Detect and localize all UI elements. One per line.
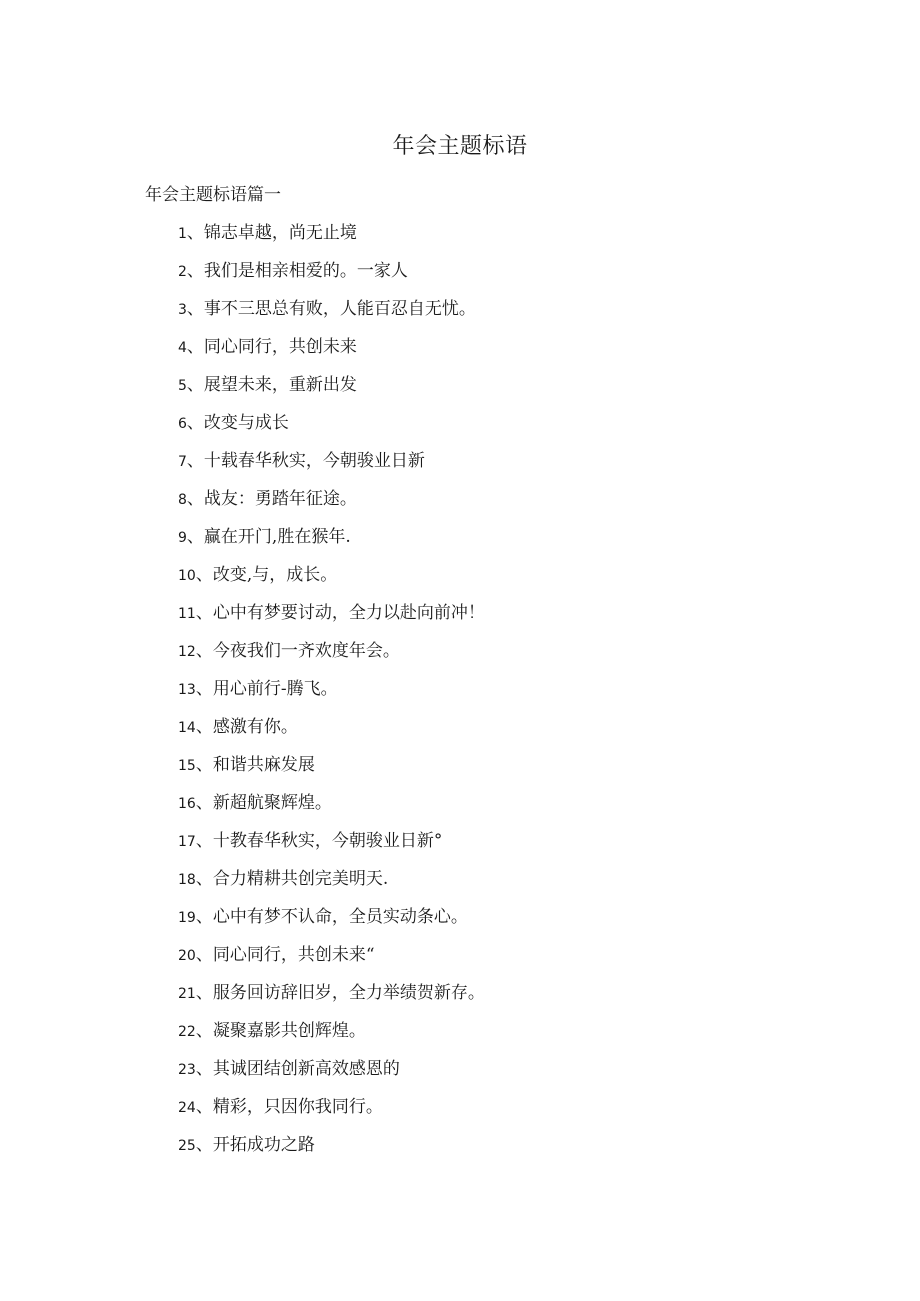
slogan-number: 19 (178, 910, 196, 926)
slogan-number: 4 (178, 340, 187, 356)
slogan-text: 、同心同行，共创未来 (186, 337, 357, 357)
slogan-item (178, 600, 485, 638)
slogan-number: 13 (178, 682, 196, 698)
slogan-item (178, 866, 485, 904)
slogan-item (178, 524, 485, 562)
slogan-number: 24 (178, 1100, 196, 1116)
slogan-number: 14 (178, 720, 196, 736)
section-heading: 年会主题标语篇一 (145, 185, 281, 205)
slogan-number: 25 (178, 1138, 196, 1154)
slogan-item (178, 1056, 485, 1094)
slogan-number: 16 (178, 796, 196, 812)
slogan-text: 、战友：勇踏年征途。 (186, 489, 357, 509)
slogan-item (178, 1018, 485, 1056)
slogan-text: 、新超航聚辉煌。 (195, 793, 332, 813)
slogan-text: 、改变,与，成长。 (195, 565, 338, 585)
slogan-text: 、赢在开门,胜在猴年. (186, 527, 351, 547)
slogan-text: 、其诚团结创新高效感恩的 (195, 1059, 400, 1079)
slogan-number: 18 (178, 872, 196, 888)
slogan-item (178, 942, 485, 980)
slogan-text: 、和谐共麻发展 (195, 755, 315, 775)
slogan-item (178, 372, 485, 410)
slogan-number: 2 (178, 264, 187, 280)
slogan-item (178, 258, 485, 296)
slogan-text: 、凝聚嘉影共创辉煌。 (195, 1021, 366, 1041)
slogan-item (178, 1094, 485, 1132)
slogan-item (178, 980, 485, 1018)
slogan-item (178, 904, 485, 942)
slogan-number: 21 (178, 986, 196, 1002)
slogan-number: 22 (178, 1024, 196, 1040)
slogan-number: 23 (178, 1062, 196, 1078)
slogan-text: 、用心前行-腾飞。 (195, 679, 338, 699)
slogan-text: 、精彩，只因你我同行。 (195, 1097, 383, 1117)
document-title: 年会主题标语 (392, 134, 528, 159)
slogan-number: 5 (178, 378, 187, 394)
slogan-text: 、我们是相亲相爱的。一家人 (186, 261, 408, 281)
slogan-item (178, 448, 485, 486)
slogan-text: 、心中有梦要讨动，全力以赴向前冲！ (195, 603, 485, 623)
slogan-number: 9 (178, 530, 187, 546)
slogan-item (178, 1132, 485, 1170)
slogan-text: 、改变与成长 (186, 413, 289, 433)
slogan-number: 15 (178, 758, 196, 774)
slogan-text: 、十载春华秋实，今朝骏业日新 (186, 451, 425, 471)
slogan-text: 、开拓成功之路 (195, 1135, 315, 1155)
slogan-item (178, 486, 485, 524)
slogan-item (178, 334, 485, 372)
slogan-text: 、服务回访辞旧岁，全力举绩贺新存。 (195, 983, 485, 1003)
slogan-item (178, 714, 485, 752)
slogan-text: 、同心同行，共创未来“ (195, 945, 375, 965)
slogan-number: 7 (178, 454, 187, 470)
slogan-text: 、今夜我们一齐欢度年会。 (195, 641, 400, 661)
slogan-text: 、事不三思总有败，人能百忍自无忧。 (186, 299, 476, 319)
slogan-number: 17 (178, 834, 196, 850)
slogan-text: 、合力精耕共创完美明天. (195, 869, 389, 889)
slogan-item (178, 296, 485, 334)
slogan-item (178, 562, 485, 600)
slogan-number: 11 (178, 606, 196, 622)
slogan-number: 1 (178, 226, 187, 242)
slogan-number: 10 (178, 568, 196, 584)
slogan-text: 、十教春华秋实，今朝骏业日新° (195, 831, 443, 851)
slogan-item (178, 638, 485, 676)
slogan-number: 8 (178, 492, 187, 508)
slogan-text: 、锦志卓越，尚无止境 (186, 223, 357, 243)
slogan-item (178, 676, 485, 714)
slogan-item (178, 752, 485, 790)
slogan-text: 、展望未来，重新出发 (186, 375, 357, 395)
slogan-text: 、心中有梦不认命，全员实动条心。 (195, 907, 468, 927)
slogan-item (178, 410, 485, 448)
slogan-item (178, 828, 485, 866)
slogan-number: 12 (178, 644, 196, 660)
slogan-item (178, 790, 485, 828)
slogan-number: 6 (178, 416, 187, 432)
slogan-item (178, 220, 485, 258)
slogan-list (178, 220, 485, 1170)
slogan-text: 、感激有你。 (195, 717, 298, 737)
slogan-number: 3 (178, 302, 187, 318)
slogan-number: 20 (178, 948, 196, 964)
